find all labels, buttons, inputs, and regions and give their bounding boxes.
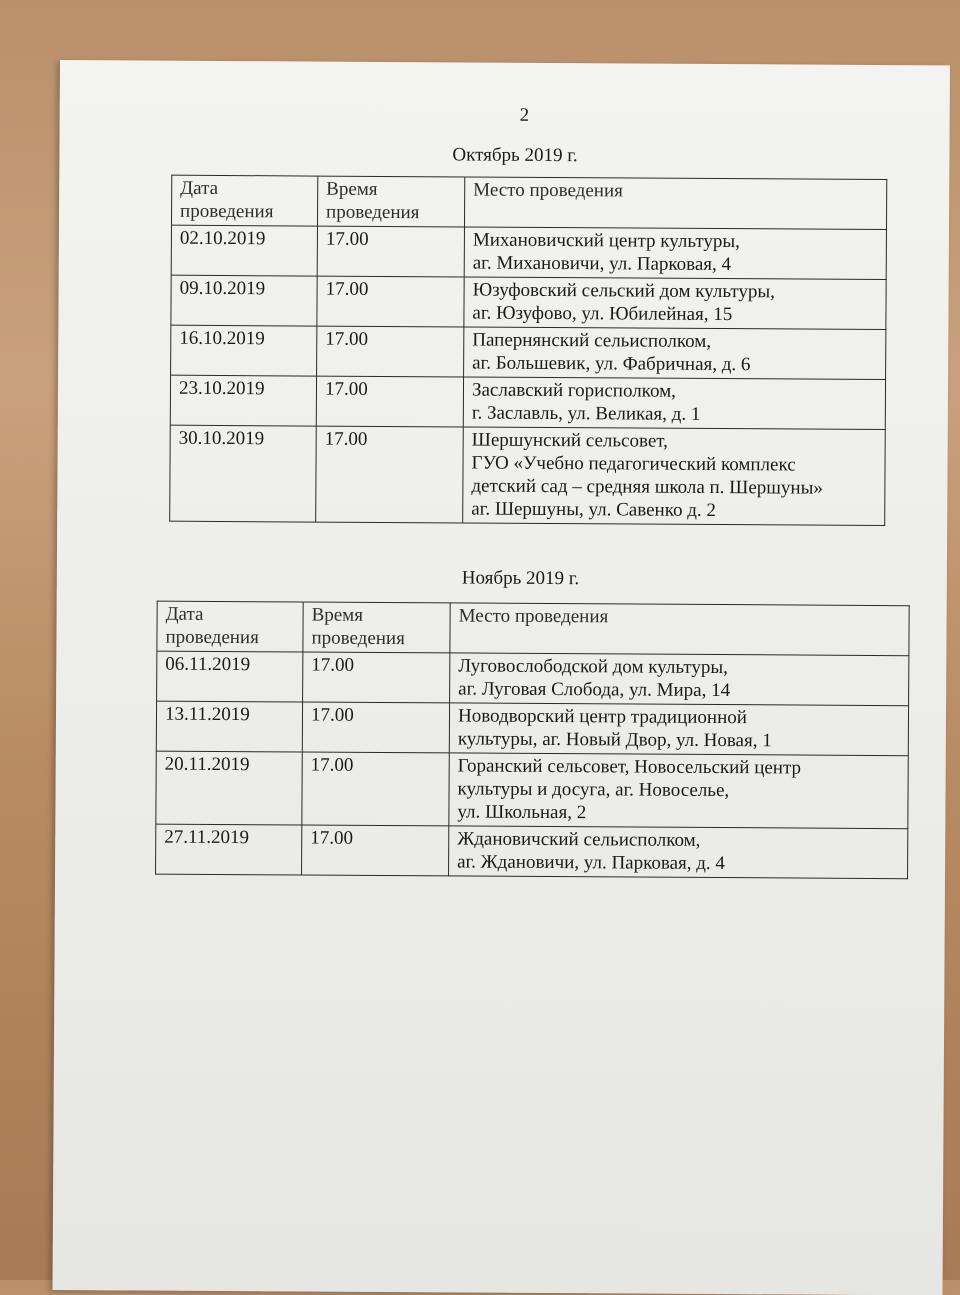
- cell-date: 27.11.2019: [156, 824, 302, 875]
- cell-time: 17.00: [303, 652, 450, 703]
- cell-place: Заславский горисполком, г. Заславль, ул. Великая, д. 1: [463, 377, 885, 430]
- november-heading: Ноябрь 2019 г.: [461, 567, 580, 590]
- table-header-row: [157, 601, 909, 656]
- cell-place: Горанский сельсовет, Новосельский центр культуры и досуга, аг. Новоселье, ул. Школьная, 2: [449, 753, 908, 829]
- cell-date: 30.10.2019: [170, 425, 317, 522]
- header-time: Время проведения: [317, 176, 464, 227]
- table-row: [171, 225, 886, 279]
- cell-time: 17.00: [316, 376, 463, 427]
- cell-time: 17.00: [316, 426, 464, 523]
- cell-time: 17.00: [317, 276, 464, 327]
- header-place: Место проведения: [450, 603, 909, 656]
- cell-time: 17.00: [317, 226, 464, 277]
- table-row: [156, 751, 908, 829]
- cell-date: 23.10.2019: [170, 375, 316, 426]
- page-number: 2: [519, 104, 530, 126]
- cell-time: 17.00: [302, 702, 449, 753]
- cell-date: 02.10.2019: [171, 225, 317, 276]
- table-row: [171, 325, 886, 379]
- cell-place: Ждановичский сельисполком, аг. Ждановичи, ул. Парковая, д. 4: [449, 826, 908, 879]
- cell-place: Юзуфовский сельский дом культуры, аг. Юзуфово, ул. Юбилейная, 15: [464, 277, 886, 330]
- cell-time: 17.00: [317, 326, 464, 377]
- table-row: [156, 701, 908, 756]
- november-schedule-table: [155, 601, 910, 880]
- cell-time: 17.00: [302, 752, 449, 826]
- cell-place: Шершунский сельсовет, ГУО «Учебно педагогический комплекс детский сад – средняя школа п. Шершуны» аг. Шершуны, ул. Савенко д. 2: [463, 427, 886, 526]
- cell-date: 09.10.2019: [171, 275, 317, 326]
- cell-place: Михановичский центр культуры, аг. Михановичи, ул. Парковая, 4: [464, 227, 886, 280]
- cell-date: 16.10.2019: [171, 325, 317, 376]
- october-heading: Октябрь 2019 г.: [452, 144, 578, 167]
- header-date: Дата проведения: [157, 601, 303, 652]
- table-row: [171, 275, 886, 329]
- header-place: Место проведения: [464, 177, 886, 230]
- table-row: [156, 824, 908, 879]
- cell-place: Луговослободской дом культуры, аг. Луговая Слобода, ул. Мира, 14: [450, 653, 909, 706]
- cell-place: Новодворский центр традиционной культуры, аг. Новый Двор, ул. Новая, 1: [449, 703, 908, 756]
- cell-time: 17.00: [302, 825, 449, 876]
- cell-date: 20.11.2019: [156, 751, 302, 825]
- table-header-row: [171, 175, 886, 229]
- header-date: Дата проведения: [171, 175, 317, 226]
- cell-date: 13.11.2019: [156, 701, 302, 752]
- cell-date: 06.11.2019: [157, 651, 303, 702]
- cell-place: Папернянский сельисполком, аг. Большевик, ул. Фабричная, д. 6: [464, 327, 886, 380]
- table-row: [170, 375, 885, 429]
- table-row: [157, 651, 909, 706]
- october-schedule-table: [169, 175, 887, 526]
- table-row: [170, 425, 886, 525]
- document-page: [52, 60, 949, 1295]
- header-time: Время проведения: [303, 602, 450, 653]
